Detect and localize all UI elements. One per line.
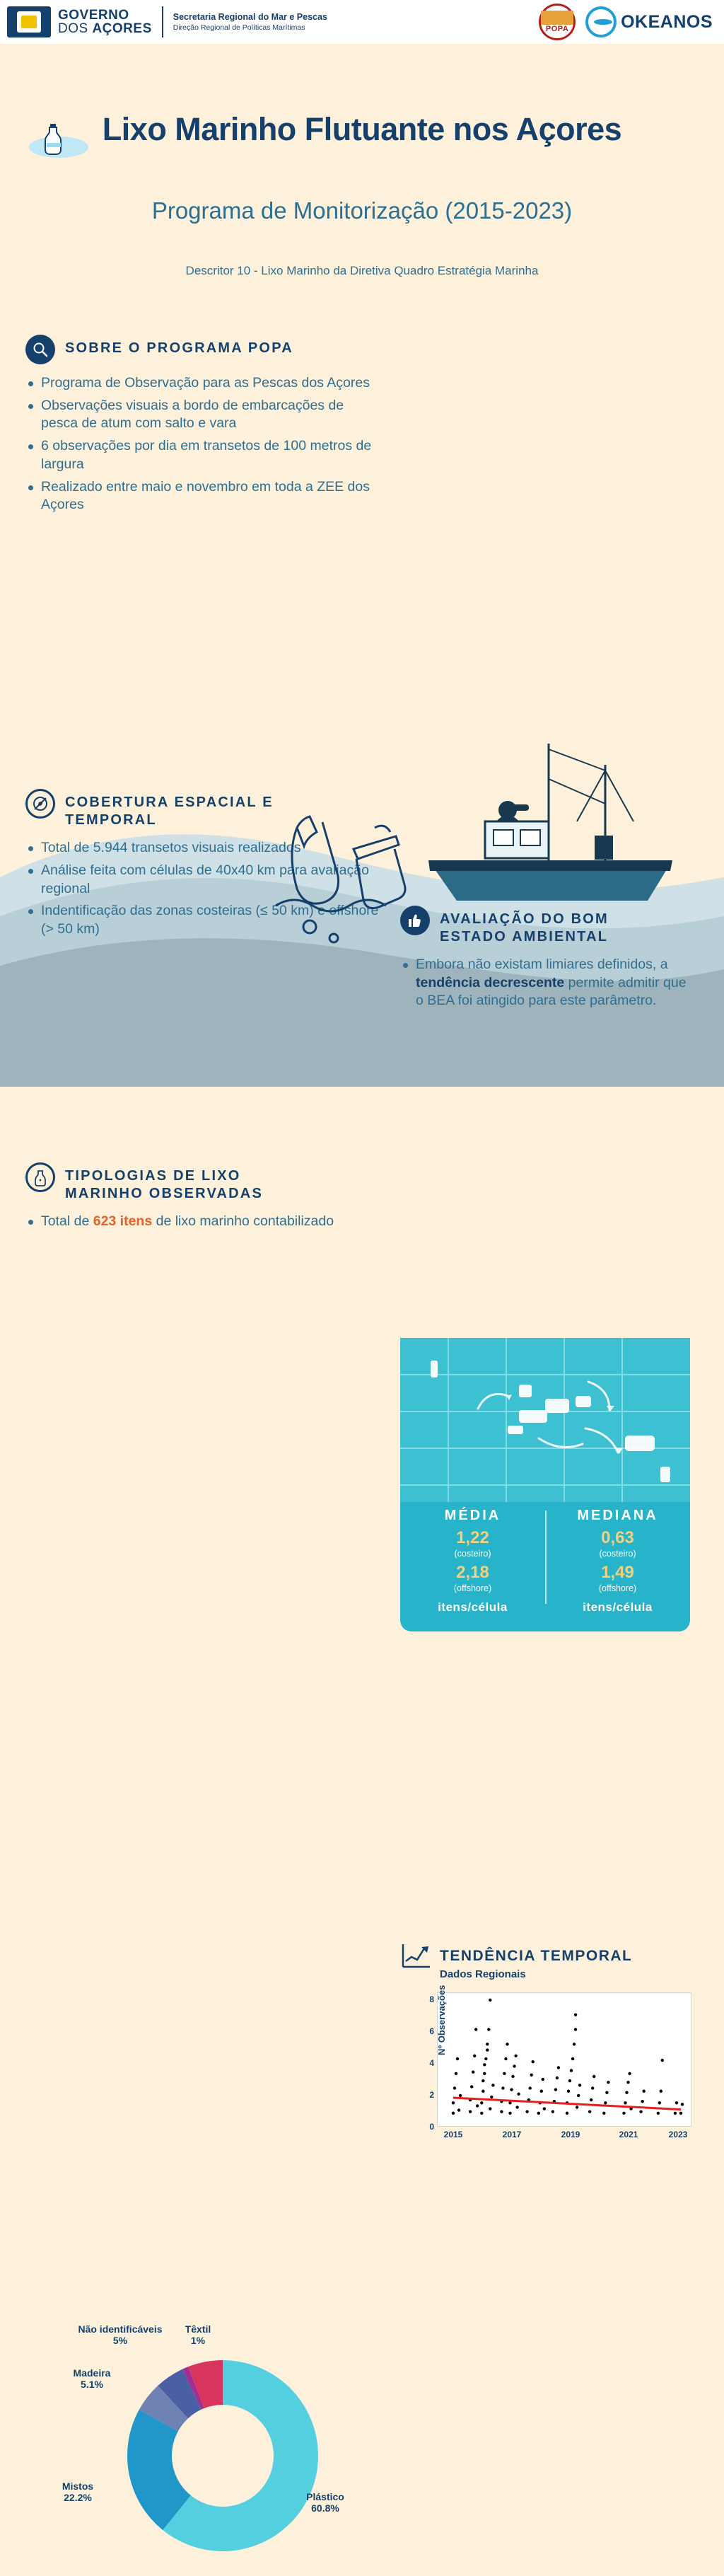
water-grid-illustration [400, 1338, 690, 1502]
section-cobertura-title-l1: COBERTURA ESPACIAL E [65, 795, 274, 811]
stat-mediana-unit: itens/célula [583, 1600, 653, 1614]
okeanos-mark-icon [585, 6, 617, 37]
stat-media-costeiro-tag: (costeiro) [454, 1548, 491, 1559]
magnifier-icon [25, 335, 55, 364]
page-description: Descritor 10 - Lixo Marinho da Diretiva Quadro Estratégia Marinha [185, 264, 539, 277]
list-item: 6 observações por dia em transetos de 100 metros de largura [25, 437, 379, 473]
okeanos-label: OKEANOS [621, 11, 713, 32]
ytick-8: 8 [429, 1994, 434, 2004]
trend-scatter-points [438, 1993, 692, 2127]
ytick-0: 0 [429, 2121, 434, 2132]
section-cobertura-title [65, 789, 274, 829]
secretaria-line-1: Secretaria Regional do Mar e Pescas [173, 12, 327, 22]
compass-icon [25, 789, 55, 819]
stats-panel [400, 1338, 690, 1631]
section-tipologias [25, 1162, 386, 1231]
secretaria-line-2: Direção Regional de Políticas Marítimas [173, 23, 305, 32]
stat-media-offshore-tag: (offshore) [453, 1583, 492, 1593]
page-subtitle: Programa de Monitorização (2015-2023) [151, 197, 573, 224]
stat-media-costeiro-value: 1,22 [456, 1527, 489, 1547]
stat-mediana-offshore-value: 1,49 [601, 1562, 634, 1582]
stat-mediana-costeiro-tag: (costeiro) [599, 1548, 636, 1559]
section-tipologias-title [65, 1162, 263, 1203]
trend-chart-subtitle: Dados Regionais [440, 1968, 526, 1980]
section-bea [400, 906, 697, 1015]
page-title: Lixo Marinho Flutuante nos Açores [102, 111, 622, 147]
section-tipologias-list [25, 1213, 386, 1231]
stat-mediana-label: MEDIANA [577, 1507, 658, 1523]
list-item [400, 956, 697, 1010]
section-cobertura-title-l2: TEMPORAL [65, 812, 157, 828]
section-tipologias-title-l2: MARINHO OBSERVADAS [65, 1185, 263, 1201]
list-item: Indentificação das zonas costeiras (≤ 50 km) e offshore (> 50 km) [25, 902, 386, 938]
ytick-2: 2 [429, 2089, 434, 2100]
tipologias-total-highlight: 623 itens [93, 1213, 153, 1229]
stat-mediana-costeiro-value: 0,63 [601, 1527, 634, 1547]
list-item: Observações visuais a bordo de embarcações de pesca de atum com salto e vara [25, 397, 379, 433]
section-programa-list [25, 374, 379, 514]
section-bea-list [400, 956, 697, 1010]
xtick-2017: 2017 [502, 2129, 522, 2139]
gov-line-1: GOVERNO [58, 8, 129, 23]
xtick-2019: 2019 [561, 2129, 580, 2139]
list-item: Programa de Observação para as Pescas dos Açores [25, 374, 379, 393]
section-bea-title-l1: AVALIAÇÃO DO BOM [440, 911, 609, 927]
donut-label-nao-identificaveis: Não identificáveis 5% [78, 2323, 163, 2347]
government-logo [0, 6, 152, 37]
stat-media-label: MÉDIA [444, 1507, 501, 1523]
stat-media [400, 1508, 545, 1615]
trend-chart-title: TENDÊNCIA TEMPORAL [440, 1947, 633, 1964]
thumbs-up-icon [400, 906, 430, 935]
stat-media-offshore-value: 2,18 [456, 1562, 489, 1582]
bea-text-1: Embora não existam limiares definidos, a [416, 957, 668, 972]
xtick-2021: 2021 [619, 2129, 638, 2139]
popa-logo-label: POPA [545, 25, 569, 33]
top-logo-bar [0, 0, 724, 44]
donut-label-textil: Têxtil 1% [185, 2323, 211, 2347]
stat-mediana-offshore-tag: (offshore) [598, 1583, 637, 1593]
trend-chart-plot [429, 1985, 691, 2139]
trend-chart-ylabel: Nº Observações [436, 1985, 447, 2055]
list-item: Realizado entre maio e novembro em toda a ZEE dos Açores [25, 478, 379, 514]
gov-line-2: DOS AÇORES [58, 21, 152, 36]
section-tipologias-title-l1: TIPOLOGIAS DE LIXO [65, 1167, 241, 1184]
section-bea-title [440, 906, 609, 946]
tipologias-donut-chart [62, 2323, 361, 2572]
xtick-2015: 2015 [443, 2129, 463, 2139]
azores-crest-icon [7, 6, 51, 37]
secretaria-text [173, 12, 327, 32]
stat-mediana [545, 1508, 690, 1615]
logo-divider [162, 6, 163, 37]
donut-label-plastico: Plástico 60.8% [306, 2490, 344, 2514]
trend-chart-section [400, 1943, 697, 2162]
list-item [25, 1213, 386, 1231]
donut-label-madeira: Madeira 5.1% [73, 2367, 111, 2391]
ytick-6: 6 [429, 2026, 434, 2036]
bottle-circle-icon [25, 1162, 55, 1192]
stat-media-unit: itens/célula [438, 1600, 508, 1614]
tipologias-suffix: de lixo marinho contabilizado [152, 1213, 334, 1229]
section-bea-title-l2: ESTADO AMBIENTAL [440, 929, 609, 945]
section-programa [25, 335, 379, 514]
popa-logo [539, 4, 576, 40]
line-chart-icon [400, 1943, 431, 1970]
bea-text-2: permite admitir que o BEA foi atingido para este parâmetro. [416, 974, 687, 1009]
xtick-2023: 2023 [668, 2129, 688, 2139]
list-item: Total de 5.944 transetos visuais realizados [25, 839, 386, 857]
donut-label-mistos: Mistos 22.2% [62, 2480, 94, 2504]
list-item: Análise feita com células de 40x40 km para avaliação regional [25, 862, 386, 898]
ytick-4: 4 [429, 2057, 434, 2068]
stats-row [400, 1508, 690, 1615]
bea-text-bold: tendência decrescente [416, 974, 565, 990]
tipologias-prefix: Total de [41, 1213, 93, 1229]
section-programa-title: SOBRE O PROGRAMA POPA [65, 340, 293, 356]
okeanos-logo [585, 6, 713, 37]
